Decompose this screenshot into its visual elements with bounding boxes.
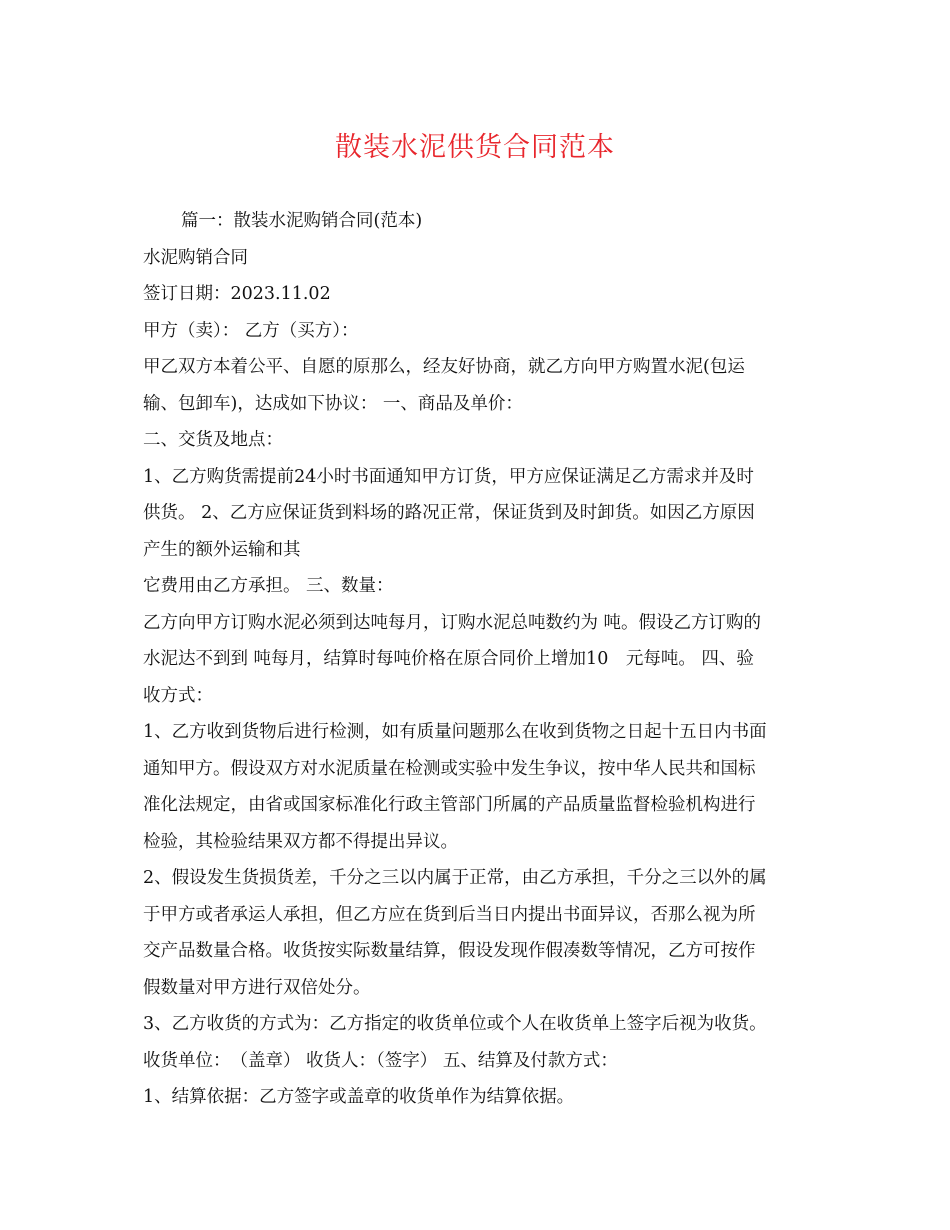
preamble-line: 甲乙双方本着公平、自愿的原那么，经友好协商，就乙方向甲方购置水泥(包运 (143, 357, 745, 377)
loss-clause-line: 交产品数量合格。收货按实际数量结算，假设发现作假凑数等情况，乙方可按作 (143, 941, 756, 961)
delivery-clause-line: 1、乙方购货需提前24小时书面通知甲方订货，甲方应保证满足乙方需求并及时 (143, 466, 754, 487)
quantity-clause-line: 水泥达不到到 吨每月，结算时每吨价格在原合同价上增加10 元每吨。 四、验 (143, 649, 754, 669)
loss-clause-line: 假数量对甲方进行双倍处分。 (143, 977, 371, 998)
inspection-clause-line: 检验，其检验结果双方都不得提出异议。 (143, 831, 458, 852)
contract-name-line: 水泥购销合同 (143, 247, 248, 268)
document-title: 散装水泥供货合同范本 (335, 132, 615, 163)
preamble-line: 输、包卸车)，达成如下协议： 一、商品及单价： (143, 393, 523, 414)
signing-date-line: 签订日期：2023.11.02 (143, 284, 331, 304)
loss-clause-line: 于甲方或者承运人承担，但乙方应在货到后当日内提出书面异议，否那么视为所 (143, 904, 756, 925)
inspection-clause-line: 通知甲方。假设双方对水泥质量在检测或实验中发生争议，按中华人民共和国标 (143, 758, 756, 779)
settlement-clause-line: 1、结算依据：乙方签字或盖章的收货单作为结算依据。 (143, 1087, 575, 1107)
quantity-clause-line: 收方式： (143, 685, 213, 706)
document-body (143, 203, 808, 1116)
delivery-clause-line: 产生的额外运输和其 (143, 539, 301, 560)
inspection-clause-line: 准化法规定，由省或国家标准化行政主管部门所属的产品质量监督检验机构进行 (143, 795, 756, 815)
section-heading-delivery: 二、交货及地点： (143, 430, 283, 450)
receipt-signature-line: 收货单位： （盖章） 收货人：（签字） 五、结算及付款方式： (143, 1050, 618, 1071)
inspection-clause-line: 1、乙方收到货物后进行检测，如有质量问题那么在收到货物之日起十五日内书面 (143, 722, 767, 742)
receipt-clause-line: 3、乙方收货的方式为：乙方指定的收货单位或个人在收货单上签字后视为收货。 (143, 1014, 767, 1034)
section-heading-part-one: 篇一：散装水泥购销合同(范本) (181, 211, 423, 231)
parties-line: 甲方（卖）： 乙方（买方）： (143, 320, 359, 341)
delivery-clause-line: 供货。 2、乙方应保证货到料场的路况正常，保证货到及时卸货。如因乙方原因 (143, 503, 755, 523)
quantity-clause-line: 乙方向甲方订购水泥必须到达吨每月，订购水泥总吨数约为 吨。假设乙方订购的 (143, 612, 762, 633)
loss-clause-line: 2、假设发生货损货差，千分之三以内属于正常，由乙方承担，千分之三以外的属 (143, 868, 767, 888)
delivery-clause-line: 它费用由乙方承担。 三、数量： (143, 576, 394, 596)
